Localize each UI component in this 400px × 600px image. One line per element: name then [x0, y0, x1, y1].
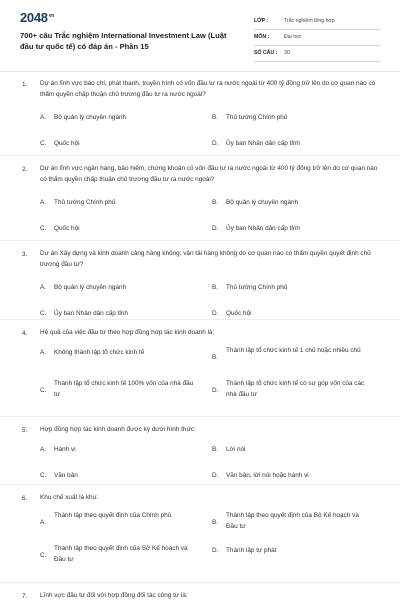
option-text: Thủ tướng Chính phủ: [226, 114, 288, 121]
logo-suffix: vn: [48, 12, 54, 19]
answer-option-a[interactable]: [40, 514, 200, 536]
option-text: Bộ quản lý chuyên ngành: [54, 284, 127, 291]
question-7: [0, 590, 400, 600]
option-text: Thành lập theo quyết định của Sở Kế hoạch và Đầu tư: [54, 545, 188, 563]
option-text: Quốc hội: [54, 225, 80, 232]
meta-row-subject: [254, 30, 380, 46]
option-letter: D.: [212, 225, 219, 232]
answer-option-a[interactable]: [40, 284, 200, 306]
question-divider: [0, 484, 400, 485]
question-text: Hợp đồng hợp tác kinh doanh được ký dưới hình thức:: [40, 426, 196, 433]
meta-value: Trắc nghiệm tổng hợp: [284, 18, 335, 24]
option-text: Thủ tướng Chính phủ: [226, 284, 288, 291]
question-2: [0, 163, 400, 248]
option-text: Văn bản: [54, 472, 78, 479]
question-divider: [0, 319, 400, 320]
question-3: [0, 248, 400, 333]
option-letter: C.: [40, 140, 47, 147]
option-text: Không thành lập tổ chức kinh tế: [54, 349, 145, 356]
question-number: 1.: [22, 81, 28, 88]
question-text: Dự án lĩnh vực báo chí, phát thanh, truyền hình có vốn đầu tư ra nước ngoài từ 400 tỷ đồng trở lên do cơ quan nào có thẩm quyền chấp thuận chủ trương đầu tư ra nước ngoài?: [40, 80, 376, 98]
answer-option-d[interactable]: [212, 547, 372, 569]
option-text: Thành lập tự phát: [226, 547, 277, 554]
option-text: Quốc hội: [226, 310, 252, 317]
answer-option-b[interactable]: [212, 114, 372, 136]
option-letter: A.: [40, 349, 47, 356]
option-letter: A.: [40, 199, 47, 206]
option-text: Bộ quản lý chuyên ngành: [226, 199, 299, 206]
site-logo[interactable]: [20, 10, 54, 25]
option-text: Hành vi: [54, 446, 76, 453]
answer-option-c[interactable]: [40, 472, 200, 494]
question-text: Dự án lĩnh vực ngân hàng, bảo hiểm, chứng khoán có vốn đầu tư ra nước ngoài từ 400 tỷ đồng trở lên do cơ quan nào có thẩm quyền chấp thuận chủ trương đầu tư ra nước ngoài?: [40, 165, 378, 183]
header-divider: [0, 71, 400, 72]
option-letter: A.: [40, 284, 47, 291]
answer-option-b[interactable]: [212, 446, 372, 468]
meta-key: LỚP :: [254, 18, 269, 24]
answer-option-d[interactable]: [212, 225, 372, 247]
answer-option-c[interactable]: [40, 547, 200, 569]
option-letter: A.: [40, 519, 47, 526]
question-number: 6.: [22, 495, 28, 502]
option-text: Thành lập tổ chức kinh tế 1 chủ hoặc nhiều chủ: [226, 347, 361, 354]
document-title: 700+ câu Trắc nghiệm International Investment Law (Luật đầu tư quốc tế) có đáp án - Phần 15: [20, 31, 227, 51]
question-number: 4.: [22, 330, 28, 337]
meta-key: MÔN :: [254, 34, 270, 40]
question-number: 3.: [22, 251, 28, 258]
page-header: [0, 0, 400, 64]
option-text: Ủy ban Nhân dân cấp tỉnh: [226, 140, 300, 147]
answer-option-d[interactable]: [212, 472, 372, 494]
document-meta: [254, 14, 380, 62]
question-number: 7.: [22, 593, 28, 600]
option-letter: D.: [212, 472, 219, 479]
option-letter: B.: [212, 284, 219, 291]
question-divider: [0, 240, 400, 241]
answer-option-b[interactable]: [212, 514, 372, 536]
option-letter: C.: [40, 552, 47, 559]
meta-row-class: [254, 14, 380, 30]
question-divider: [0, 155, 400, 156]
option-letter: B.: [212, 114, 219, 121]
option-letter: D.: [212, 387, 219, 394]
option-letter: C.: [40, 472, 47, 479]
option-text: Thành lập tổ chức kinh tế 100% vốn của nhà đầu tư: [54, 380, 194, 398]
option-letter: B.: [212, 199, 219, 206]
option-letter: B.: [212, 446, 219, 453]
answer-option-b[interactable]: [212, 199, 372, 221]
meta-value: Đại học: [284, 34, 302, 40]
question-divider: [0, 582, 400, 583]
option-text: Thủ tướng Chính phủ: [54, 199, 116, 206]
question-text: Dự án Xây dựng và kinh doanh cảng hàng không; vận tải hàng không do cơ quan nào có thẩm quyền quyết định chủ trương đầu tư?: [40, 250, 371, 268]
option-letter: C.: [40, 387, 47, 394]
answer-option-b[interactable]: [212, 349, 372, 371]
answer-option-c[interactable]: [40, 140, 200, 162]
option-letter: D.: [212, 140, 219, 147]
option-letter: A.: [40, 114, 47, 121]
answer-option-c[interactable]: [40, 382, 200, 404]
option-text: Ủy ban Nhân dân cấp tỉnh: [226, 225, 300, 232]
answer-option-b[interactable]: [212, 284, 372, 306]
option-text: Thành lập theo quyết định của Chính phủ: [54, 512, 172, 519]
option-text: Bộ quản lý chuyên ngành: [54, 114, 127, 121]
question-text: Khu chế xuất là khu:: [40, 494, 98, 501]
meta-row-count: [254, 46, 380, 62]
answer-option-c[interactable]: [40, 225, 200, 247]
option-text: Quốc hội: [54, 140, 80, 147]
question-4: [0, 327, 400, 412]
answer-option-a[interactable]: [40, 199, 200, 221]
question-number: 5.: [22, 427, 28, 434]
option-text: Ủy ban Nhân dân cấp tỉnh: [54, 310, 128, 317]
question-text: Lĩnh vực đầu tư đối với hợp đồng đối tác công tư là:: [40, 592, 188, 599]
question-number: 2.: [22, 166, 28, 173]
meta-value: 30: [284, 50, 290, 56]
option-letter: B.: [212, 519, 219, 526]
answer-option-a[interactable]: [40, 349, 200, 371]
option-text: Thành lập theo quyết định của Bộ Kế hoạch và Đầu tư: [226, 512, 359, 530]
option-letter: A.: [40, 446, 47, 453]
option-letter: C.: [40, 310, 47, 317]
option-text: Văn bản, lời nói hoặc hành vi: [226, 472, 309, 479]
option-text: Lời nói: [226, 446, 246, 453]
question-6: [0, 492, 400, 577]
option-letter: C.: [40, 225, 47, 232]
answer-option-d[interactable]: [212, 140, 372, 162]
question-divider: [0, 416, 400, 417]
answer-option-a[interactable]: [40, 446, 200, 468]
answer-option-a[interactable]: [40, 114, 200, 136]
option-letter: D.: [212, 547, 219, 554]
question-1: [0, 78, 400, 163]
meta-key: SỐ CÂU :: [254, 50, 278, 56]
question-text: Hệ quả của việc đầu tư theo hợp đồng hợp tác kinh doanh là:: [40, 329, 215, 336]
logo-text: 2048: [20, 10, 48, 25]
option-text: Thành lập tổ chức kinh tế có sự góp vốn của các nhà đầu tư: [226, 380, 365, 398]
answer-option-d[interactable]: [212, 382, 372, 404]
option-letter: B.: [212, 354, 219, 361]
option-letter: D.: [212, 310, 219, 317]
